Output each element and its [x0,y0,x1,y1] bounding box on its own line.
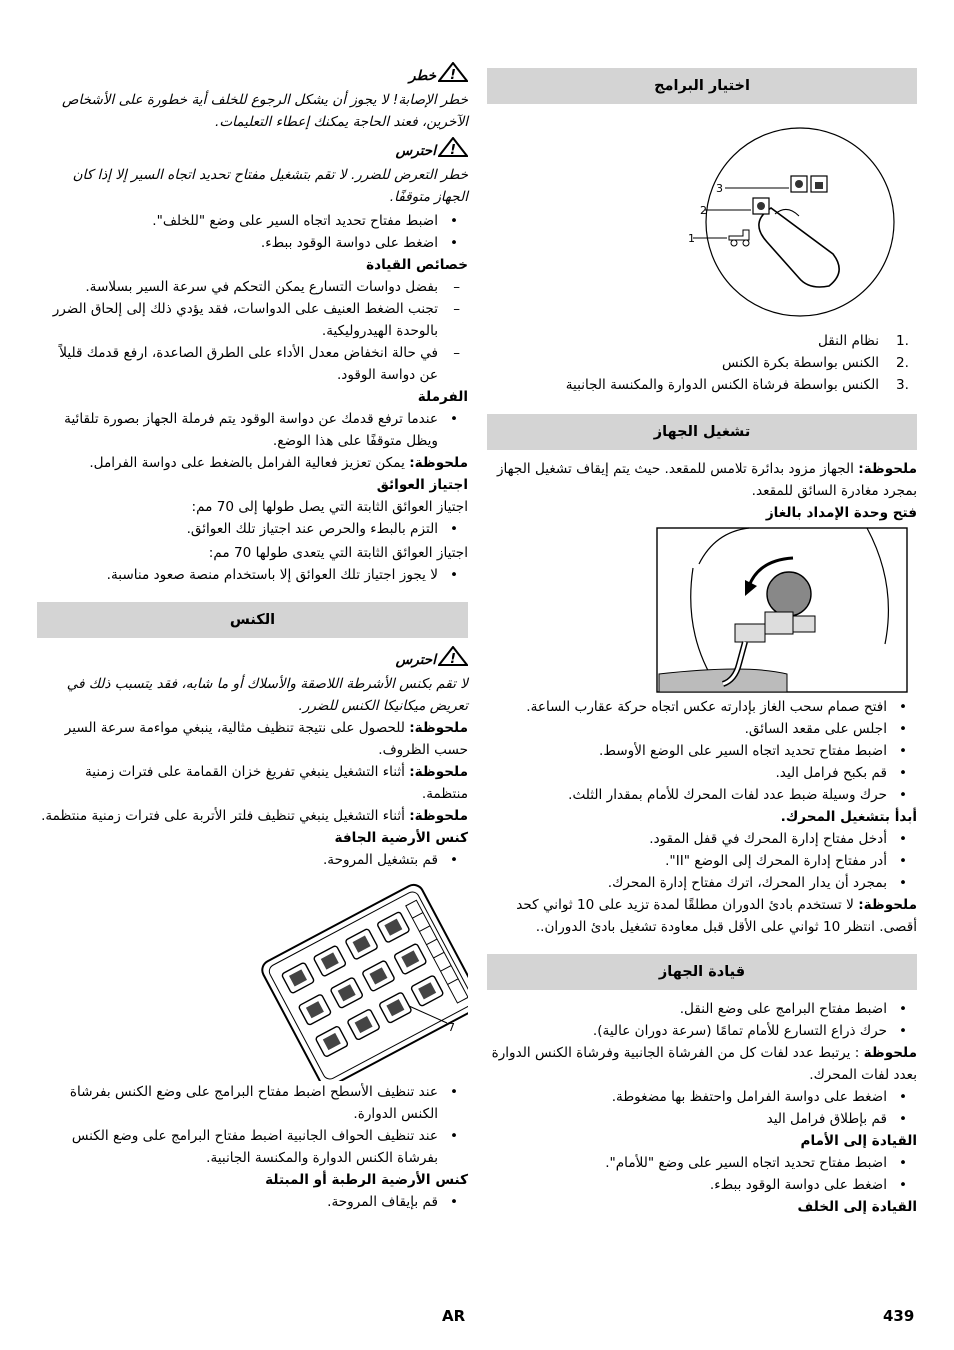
program-dial-figure [487,112,917,330]
list-item: • اضبط مفتاح تحديد اتجاه السير على وضع "للخلف". [37,210,468,232]
list-item: • لا يجوز اجتياز تلك العوائق إلا باستخدام منصة صعود مناسبة. [37,564,468,586]
list-item: • عند تنظيف الأسطح اضبط مفتاح البرامج على وضع الكنس بفرشاة الكنس الدوارة. [37,1081,468,1125]
note: ملحوظة : يرتبط عدد لفات كل من الفرشاة الجانبية وفرشاة الكنس الدوارة بعدد لفات المحرك. [491,1045,917,1083]
drive-properties [37,276,468,386]
list-item: .1 نظام النقل [817,333,909,349]
svg-text:!: ! [450,68,456,82]
section-title: الفرملة [417,389,468,405]
list-item: • عند تنظيف الحواف الجانبية اضبط مفتاح البرامج على وضع الكنس بفرشاة الكنس الدوارة والمكنسة الجانبية. [37,1125,468,1169]
reverse-steps [37,210,468,254]
dry-list-2 [37,1081,468,1169]
section-title: أبدأ بتشغيل المحرك. [780,809,917,825]
dry-list [37,849,468,871]
list-item: • اضغط على دواسة الفرامل واحتفظ بها مضغوطة. [487,1086,917,1108]
list-item: • اضبط مفتاح تحديد اتجاه السير على وضع "للأمام". [487,1152,917,1174]
right-column [487,68,917,1218]
list-item: • حرك ذراع التسارع للأمام تمامًا (سرعة دوران عالية). [487,1020,917,1042]
paragraph: اجتياز العوائق الثابتة التي يتعدى طولها 70 مم: [208,545,468,561]
section-header-start: تشغيل الجهاز [487,414,917,450]
list-item: • قم بإطلاق فرامل اليد [487,1108,917,1130]
note: ملحوظة: الجهاز مزود بدائرة تلامس للمقعد. حيث يتم إيقاف تشغيل الجهاز بمجرد مغادرة السائق للمقعد. [496,461,917,499]
section-header-program: اختيار البرامج [487,68,917,104]
engine-list [487,828,917,894]
panel-callout: 7 [448,1021,455,1034]
program-dial-illustration [487,112,917,330]
list-item: • قم بتشغيل المروحة. [37,849,468,871]
list-item: • أدخل مفتاح إدارة المحرك في قفل المقود. [487,828,917,850]
note: ملحوظة: أثناء التشغيل ينبغي تفريغ خزان القمامة على فترات زمنية منتظمة. [84,764,468,802]
list-item: • اضغط على دواسة الوقود ببطء. [487,1174,917,1196]
section-title: القيادة إلى الخلف [797,1199,917,1215]
list-item: • اضبط مفتاح تحديد اتجاه السير على الوضع الأوسط. [487,740,917,762]
control-panel-figure [37,871,468,1081]
section-header-sweeping: الكنس [37,602,468,638]
list-item: • اجلس على مقعد السائق. [487,718,917,740]
section-title: القيادة إلى الأمام [800,1133,917,1149]
danger-text: خطر الإصابة! لا يجوز أن يشكل الرجوع للخلف أية خطورة على الأشخاص الآخرين، فعند الحاجة يمكنك إعطاء التعليمات. [62,92,468,130]
list-item: • قم بكبح فرامل اليد. [487,762,917,784]
danger-warning: ! خطر [37,62,468,89]
section-title: اجتياز العوائق [376,477,468,493]
warning-triangle-icon [438,62,468,89]
list-item: • بمجرد أن يدار المحرك، اترك مفتاح إدارة المحرك. [487,872,917,894]
note: ملحوظة: أثناء التشغيل ينبغي تنظيف فلتر الأتربة على فترات زمنية منتظمة. [41,808,468,824]
note: ملحوظة: لا تستخدم بادئ الدوران مطلقًا لمدة تزيد على 10 ثواني كحد أقصى. انتظر 10 ثواني على الأقل قبل معاودة تشغيل بادئ الدوران.. [516,897,917,935]
drive-list [487,998,917,1042]
caution-warning: ! احترس [37,137,468,164]
note: ملحوظة: للحصول على نتيجة تنظيف مثالية، ينبغي مواءمة سرعة السير حسب الظروف. [64,720,468,758]
section-title: فتح وحدة الإمداد بالغاز [765,505,917,521]
list-item: – بفضل دواسات التسارع يمكن التحكم في سرعة السير بسلاسة. [37,276,468,298]
warning-triangle-icon [438,137,468,164]
warning-triangle-icon [438,646,468,673]
list-item: – في حالة انخفاض معدل الأداء على الطرق الصاعدة، ارفع قدمك قليلاً عن دواسة الوقود. [37,342,468,386]
wet-list [37,1191,468,1213]
paragraph: اجتياز العوائق الثابتة التي يصل طولها إلى 70 مم: [191,499,468,515]
list-item: • حرك وسيلة ضبط عدد لفات المحرك للأمام بمقدار الثلث. [487,784,917,806]
list-item: • التزم بالبطء والحرص عند اجتياز تلك العوائق. [37,518,468,540]
dial-callout: 2 [700,204,707,217]
dial-callout: 3 [716,182,723,195]
control-panel-illustration [37,871,468,1081]
caution-warning: ! احترس [37,646,468,673]
section-title: كنس الأرضية الرطبة أو المبتلة [265,1172,468,1188]
footer-language: AR [442,1307,466,1325]
footer-page-number: 439 [883,1307,915,1325]
list-item: • افتح صمام سحب الغاز بإدارته عكس اتجاه حركة عقارب الساعة. [487,696,917,718]
list-item: • أدر مفتاح إدارة المحرك إلى الوضع "II". [487,850,917,872]
list-item: • عندما ترفع قدمك عن دواسة الوقود يتم فرملة الجهاز بصورة تلقائية ويظل متوقفًا على هذا الوضع. [37,408,468,452]
list-item: • اضغط على دواسة الوقود ببطء. [37,232,468,254]
drive-list-2 [487,1086,917,1130]
gas-valve-illustration [487,524,917,696]
section-title: خصائص القيادة [366,257,468,273]
svg-text:!: ! [450,143,456,157]
section-header-driving: قيادة الجهاز [487,954,917,990]
list-item: • قم بإيقاف المروحة. [37,1191,468,1213]
program-list [487,330,917,396]
dial-callout: 1 [688,232,695,245]
section-title: كنس الأرضية الجافة [334,830,468,846]
list-item: .3 الكنس بواسطة فرشاة الكنس الدوارة والمكنسة الجانبية [565,377,909,393]
list-item: .2 الكنس بواسطة بكرة الكنس [721,355,909,371]
obstacle-list [37,518,468,540]
caution-text: خطر التعرض للضرر. لا تقم بتشغيل مفتاح تحديد اتجاه السير إلا إذا كان الجهاز متوقفًا. [72,167,468,205]
left-column [37,62,468,1213]
brake-list [37,408,468,452]
list-item: – تجنب الضغط العنيف على الدواسات، فقد يؤدي ذلك إلى إلحاق الضرر بالوحدة الهيدروليكية. [37,298,468,342]
note: ملحوظة: يمكن تعزيز فعالية الفرامل بالضغط على دواسة الفرامل. [89,455,468,471]
obstacle-list [37,564,468,586]
caution-text: لا تقم بكنس الأشرطة اللاصقة والأسلاك أو ما شابه، فقد يتسبب ذلك في تعريض ميكانيكا الكنس للضرر. [66,676,468,714]
start-list [487,696,917,806]
list-item: • اضبط مفتاح البرامج على وضع النقل. [487,998,917,1020]
svg-text:!: ! [450,652,456,666]
forward-list [487,1152,917,1196]
gas-valve-figure [487,524,917,696]
